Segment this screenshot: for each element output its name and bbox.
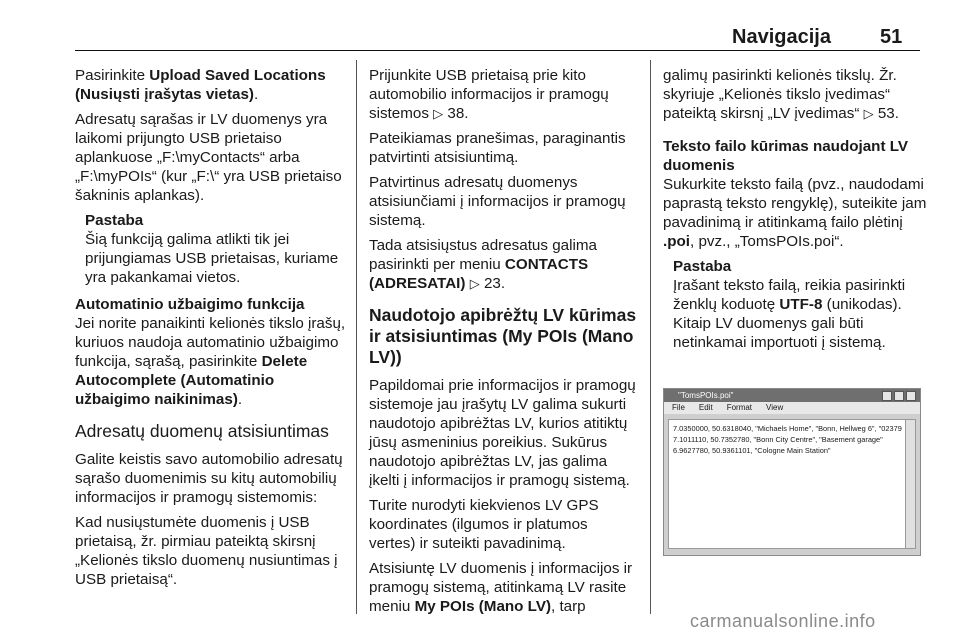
paragraph: Pateikiamas pranešimas, paraginantis patvirtinti atsisiuntimą. [369,130,626,166]
menu-edit: Edit [698,403,713,412]
paragraph: Adresatų sąrašas ir LV duomenys yra laikomi prijungto USB prietaiso aplankuose „F:\myContacts“ arba „F:\myPOIs“ (kur „F:\“ yra USB prietaiso šakninis aplankas). [75,111,342,204]
minimize-icon [882,391,892,401]
column-1 [75,66,347,595]
menu-format: Format [726,403,753,412]
column-2 [369,66,637,622]
paragraph: Turite nurodyti kiekvienos LV GPS koordinates (ilgumos ir platumos vertes) ir suteikti pavadinimą. [369,497,599,552]
close-icon [906,391,916,401]
note [75,211,347,287]
header-rule [75,50,920,51]
window-title: "TomsPOIs.poi" [678,391,734,400]
note [663,257,933,352]
paragraph: Tada atsisiųstus adresatus galima pasirinkti per meniu CONTACTS (ADRESATAI) ▷ 23. [369,237,597,292]
window-titlebar [664,389,920,402]
column-divider [356,60,357,614]
text-line: 7.1011110, 50.7352780, "Bonn City Centre", "Basement garage" [673,435,883,444]
text-line: 6.9627780, 50.9361101, "Cologne Main Station" [673,446,831,455]
paragraph: Patvirtinus adresatų duomenys atsisiunčiami į informacijos ir pramogų sistemą. [369,174,626,229]
page-number: 51 [880,26,903,48]
menu-view: View [766,403,784,412]
subheading: Automatinio užbaigimo funkcija [75,296,305,313]
paragraph: Sukurkite teksto failą (pvz., naudodami paprastą teksto rengyklę), suteikite jam pavadinimą ir atitinkamą failo plėtinį .poi, pvz., „TomsPOIs.poi“. [663,176,927,250]
note-text: Įrašant teksto failą, reikia pasirinkti ženklų koduotę UTF-8 (unikodas). Kitaip LV duomenys gali būti netinkamai importuoti į sistemą. [673,277,906,351]
paragraph: galimų pasirinkti kelionės tikslų. Žr. skyriuje „Kelionės tikslo įvedimas“ pateiktą skirsnį „LV įvedimas“ ▷ 53. [663,67,899,122]
column-divider [650,60,651,614]
page-ref-icon: ▷ [469,276,480,291]
subheading: Teksto failo kūrimas naudojant LV duomenis [663,138,909,174]
scrollbar [905,419,916,549]
menu-file: File [672,403,685,412]
page-ref-icon: ▷ [863,106,874,121]
header-title: Navigacija [732,26,831,48]
note-title: Pastaba [673,258,732,275]
note-title: Pastaba [85,212,144,229]
note-text: Šią funkciją galima atlikti tik jei prijungiamas USB prietaisas, kuriame yra pakankamai vietos. [85,231,339,286]
paragraph: Pasirinkite Upload Saved Locations (Nusiųsti įrašytas vietas). [75,67,326,103]
text-line: 7.0350000, 50.6318040, "Michaels Home", "Bonn, Hellweg 6", "02379 [673,424,902,433]
maximize-icon [894,391,904,401]
text-area [668,419,906,549]
watermark: carmanualsonline.info [690,611,876,631]
column-3 [663,66,933,360]
section-heading: Naudotojo apibrėžtų LV kūrimas ir atsisiuntimas (My POIs (Mano LV)) [369,305,637,367]
paragraph: Prijunkite USB prietaisą prie kito automobilio informacijos ir pramogų sistemos ▷ 38. [369,67,609,122]
paragraph: Jei norite panaikinti kelionės tikslo įrašų, kuriuos naudoja automatinio užbaigimo funkcija, sąrašą, pasirinkite Delete Autocomplete (Automatinio užbaigimo naikinimas). [75,315,346,408]
paragraph: Papildomai prie informacijos ir pramogų sistemoje jau įrašytų LV galima sukurti naudotojo apibrėžtas LV, kurios atitiktų jūsų asmeninius poreikius. Sukūrus naudotojo apibrėžtas LV, jas galima įkelti į informacijos ir pramogų sistemą. [369,377,636,489]
notepad-screenshot [663,388,921,556]
page-ref-icon: ▷ [433,106,444,121]
window-menubar [664,402,920,414]
section-heading: Adresatų duomenų atsisiuntimas [75,421,329,441]
paragraph: Atsisiuntę LV duomenis į informacijos ir pramogų sistemą, atitinkamą LV rasite meniu My POIs (Mano LV), tarp [369,560,633,615]
paragraph: Kad nusiųstumėte duomenis į USB prietaisą, žr. pirmiau pateiktą skirsnį „Kelionės tikslo duomenų nusiuntimas į USB prietaisą“. [75,514,338,588]
paragraph: Galite keistis savo automobilio adresatų sąrašo duomenimis su kitų automobilių informacijos ir pramogų sistemomis: [75,451,343,506]
